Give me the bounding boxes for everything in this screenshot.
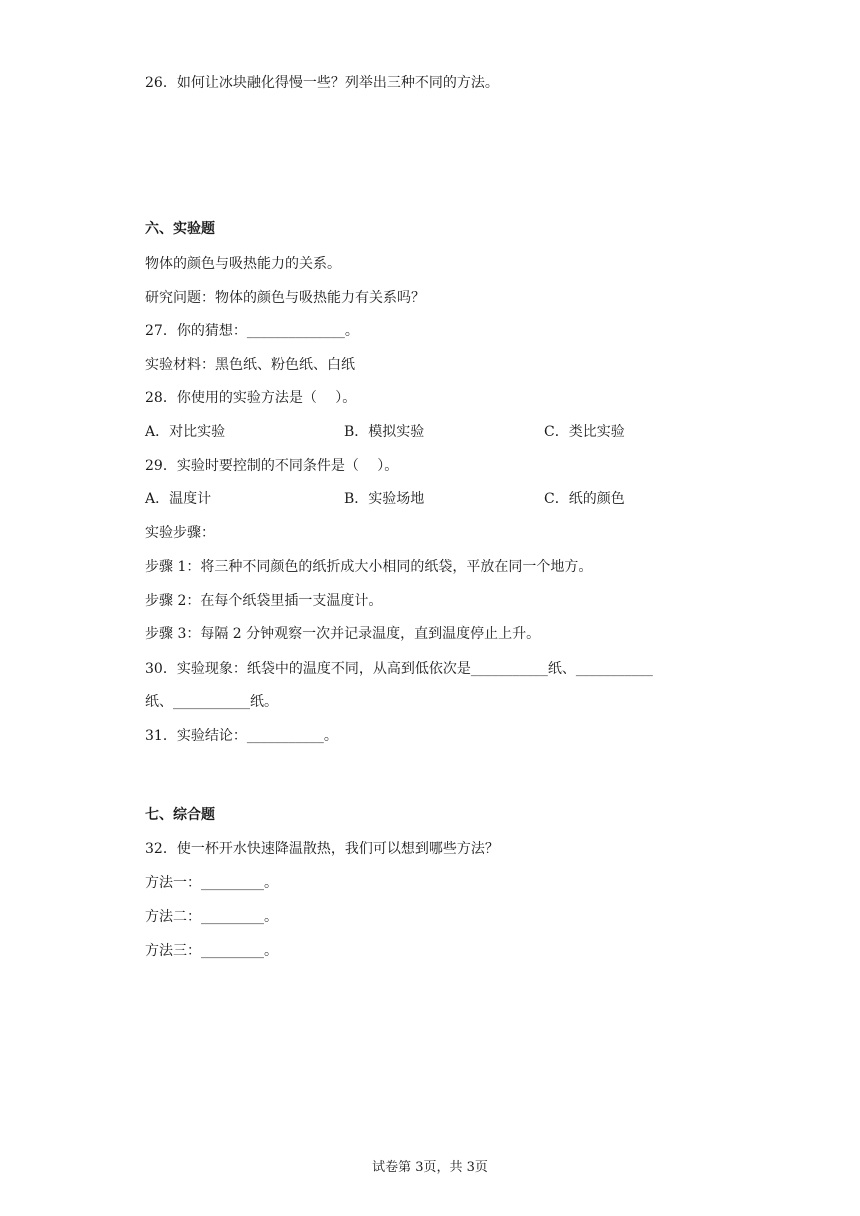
question-28-option-c: C．类比实验 — [544, 424, 625, 440]
question-32: 32．使一杯开水快速降温散热，我们可以想到哪些方法？ — [145, 841, 499, 857]
question-28-option-b: B．模拟实验 — [344, 424, 425, 440]
question-28: 28．你使用的实验方法是（ ）。 — [145, 390, 357, 406]
research-question: 研究问题：物体的颜色与吸热能力有关系吗？ — [145, 290, 425, 306]
method-2: 方法二：_________。 — [145, 909, 278, 925]
step-2: 步骤 2：在每个纸袋里插一支温度计。 — [145, 593, 383, 609]
method-1: 方法一：_________。 — [145, 875, 278, 891]
question-27: 27．你的猜想：______________。 — [145, 323, 359, 339]
step-1: 步骤 1：将三种不同颜色的纸折成大小相同的纸袋，平放在同一个地方。 — [145, 559, 593, 575]
question-26: 26．如何让冰块融化得慢一些？列举出三种不同的方法。 — [145, 75, 499, 91]
steps-title: 实验步骤： — [145, 525, 215, 541]
experiment-intro: 物体的颜色与吸热能力的关系。 — [145, 256, 341, 272]
section-6-heading: 六、实验题 — [145, 221, 215, 237]
question-29: 29．实验时要控制的不同条件是（ ）。 — [145, 458, 399, 474]
question-30-line-2: 纸、___________纸。 — [145, 694, 278, 710]
step-3: 步骤 3：每隔 2 分钟观察一次并记录温度，直到温度停止上升。 — [145, 626, 541, 642]
experiment-materials: 实验材料：黑色纸、粉色纸、白纸 — [145, 357, 355, 373]
question-29-option-a: A．温度计 — [145, 491, 212, 507]
page-footer: 试卷第 3页，共 3页 — [372, 1160, 488, 1175]
method-3: 方法三：_________。 — [145, 943, 278, 959]
question-31: 31．实验结论：___________。 — [145, 728, 338, 744]
question-29-option-c: C．纸的颜色 — [544, 491, 625, 507]
question-28-option-a: A．对比实验 — [145, 424, 226, 440]
question-30-line-1: 30．实验现象：纸袋中的温度不同，从高到低依次是___________纸、___________ — [145, 661, 653, 677]
question-29-option-b: B．实验场地 — [344, 491, 425, 507]
section-7-heading: 七、综合题 — [145, 807, 215, 823]
